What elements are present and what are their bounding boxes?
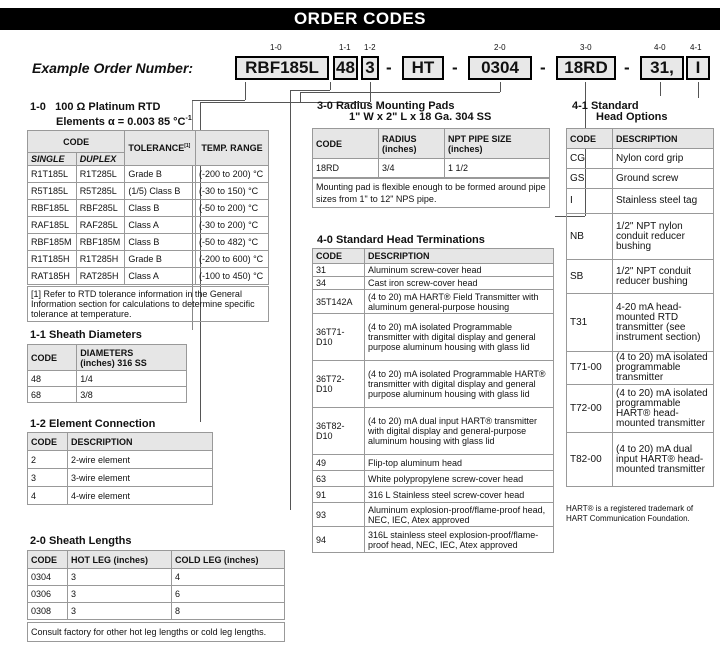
col-diameters: DIAMETERS (inches) 316 SS: [77, 345, 187, 371]
table-cell: (4 to 20) mA dual input HART® transmitter with digital display and general-purpose aluminum housing with glass lid: [365, 408, 554, 455]
pos-label: 1-1: [339, 43, 351, 52]
table-row: [28, 469, 213, 487]
table-cell: RAT185H: [28, 268, 77, 285]
table-cell: (4 to 20) mA HART® Field Transmitter with aluminum general-purpose housing: [365, 290, 554, 314]
table-row: [313, 527, 554, 553]
table-row: [28, 268, 269, 285]
pos-label: 4-1: [690, 43, 702, 52]
table-row: [28, 387, 187, 403]
col-code: CODE: [28, 345, 77, 371]
col-tolerance: TOLERANCE[1]: [125, 131, 196, 166]
col-npt: NPT PIPE SIZE (inches): [445, 129, 550, 159]
table-cell: GS: [567, 169, 613, 189]
pos-label: 1-2: [364, 43, 376, 52]
table-cell: R1T185H: [28, 251, 77, 268]
table-cell: Ground screw: [613, 169, 714, 189]
table-cell: Aluminum screw-cover head: [365, 264, 554, 277]
table-cell: 3/4: [379, 159, 445, 178]
table-cell: RBF185M: [28, 234, 77, 251]
connector-line: [300, 92, 500, 93]
table-row: [28, 569, 285, 586]
col-code: CODE: [28, 131, 125, 153]
col-code: CODE: [28, 433, 68, 451]
table-cell: 91: [313, 487, 365, 503]
order-dash: -: [624, 58, 630, 77]
table-cell: RBF185M: [76, 234, 125, 251]
table-cell: (4 to 20) mA isolated programmable transmitter: [613, 352, 714, 385]
order-part-option: I: [686, 56, 710, 80]
table-cell: (4 to 20) mA isolated programmable HART® head-mounted transmitter: [613, 385, 714, 433]
table-cell: (-50 to 200) °C: [196, 200, 269, 217]
table-cell: Class B: [125, 234, 196, 251]
rtd-elements-table: [27, 130, 269, 285]
hart-footnote: HART® is a registered trademark of HART Communication Foundation.: [566, 504, 694, 523]
col-radius: RADIUS (inches): [379, 129, 445, 159]
table-cell: 35T142A: [313, 290, 365, 314]
table-row: [28, 234, 269, 251]
connector-line: [300, 92, 301, 102]
table-row: [567, 189, 714, 214]
table-cell: (-50 to 482) °C: [196, 234, 269, 251]
table-cell: R1T285L: [76, 166, 125, 183]
order-dash: -: [386, 58, 392, 77]
table-cell: T72-00: [567, 385, 613, 433]
connector-line: [500, 82, 501, 92]
table-cell: 94: [313, 527, 365, 553]
pos-label: 1-0: [270, 43, 282, 52]
table-row: [28, 451, 213, 469]
table-row: [28, 166, 269, 183]
connector-line: [290, 90, 291, 510]
table-row: [313, 408, 554, 455]
table-cell: RBF185L: [28, 200, 77, 217]
section-2-0-heading: 2-0 Sheath Lengths: [30, 535, 132, 547]
table-cell: Grade B: [125, 166, 196, 183]
table-cell: 3: [68, 586, 172, 603]
table-cell: CG: [567, 149, 613, 169]
table-row: [313, 314, 554, 361]
table-cell: 4-wire element: [68, 487, 213, 505]
table-cell: Grade B: [125, 251, 196, 268]
col-code: CODE: [313, 249, 365, 264]
table-cell: (4 to 20) mA isolated Programmable transmitter with digital display and general purpose aluminum housing with glass lid: [365, 314, 554, 361]
table-cell: 0304: [28, 569, 68, 586]
table-cell: 34: [313, 277, 365, 290]
table-row: [28, 371, 187, 387]
section-3-0-heading: 3-0 Radius Mounting Pads 1" W x 2" L x 18 Ga. 304 SS: [317, 100, 492, 123]
table-cell: 3-wire element: [68, 469, 213, 487]
col-hot-leg: HOT LEG (inches): [68, 551, 172, 569]
table-cell: 93: [313, 503, 365, 527]
table-cell: Class A: [125, 268, 196, 285]
table-row: [28, 603, 285, 620]
head-terminations-table: [312, 248, 554, 553]
heading-line2: Elements α = 0.003 85 °C: [56, 115, 186, 128]
head-options-table: [566, 128, 714, 487]
page-title: ORDER CODES: [0, 8, 720, 30]
table-cell: (-30 to 200) °C: [196, 217, 269, 234]
table-cell: 36T72-D10: [313, 361, 365, 408]
table-cell: (4 to 20) mA isolated Programmable HART® transmitter with digital display and general purpose aluminum housing with glass lid: [365, 361, 554, 408]
table-cell: 68: [28, 387, 77, 403]
table-row: [313, 264, 554, 277]
table-row: [313, 487, 554, 503]
table-row: [567, 149, 714, 169]
table-cell: 0308: [28, 603, 68, 620]
table-cell: 2-wire element: [68, 451, 213, 469]
sheath-lengths-table: [27, 550, 285, 620]
section-1-1-heading: 1-1 Sheath Diameters: [30, 329, 142, 341]
col-description: DESCRIPTION: [68, 433, 213, 451]
table-cell: 4-20 mA head-mounted RTD transmitter (see instrument section): [613, 294, 714, 352]
table-row: [313, 361, 554, 408]
table-cell: 0306: [28, 586, 68, 603]
col-code: CODE: [28, 551, 68, 569]
table-cell: 4: [28, 487, 68, 505]
heading-sup: -1: [185, 115, 192, 122]
rtd-note: [1] Refer to RTD tolerance information in the General Information section for calculations to determine specific tolerance at temperature.: [27, 286, 269, 322]
pos-label: 3-0: [580, 43, 592, 52]
col-description: DESCRIPTION: [613, 129, 714, 149]
order-dash: -: [540, 58, 546, 77]
table-cell: RAT285H: [76, 268, 125, 285]
table-cell: 1/2" NPT conduit reducer bushing: [613, 260, 714, 294]
table-row: [567, 214, 714, 260]
table-row: [313, 471, 554, 487]
table-cell: RAF285L: [76, 217, 125, 234]
table-row: [28, 586, 285, 603]
table-cell: 3: [68, 603, 172, 620]
table-cell: Aluminum explosion-proof/flame-proof head, NEC, IEC, Atex approved: [365, 503, 554, 527]
table-row: [313, 159, 550, 178]
section-number: 1-0: [30, 101, 46, 113]
table-cell: (-200 to 600) °C: [196, 251, 269, 268]
mounting-pads-table: [312, 128, 550, 178]
table-cell: Cast iron screw-cover head: [365, 277, 554, 290]
order-part-diameter: 48: [333, 56, 358, 80]
heading-line1: 100 Ω Platinum RTD: [55, 101, 161, 113]
pos-label: 2-0: [494, 43, 506, 52]
order-part-head: HT: [402, 56, 444, 80]
table-row: [567, 294, 714, 352]
table-cell: T82-00: [567, 433, 613, 487]
connector-line: [660, 82, 661, 96]
table-cell: T31: [567, 294, 613, 352]
table-cell: SB: [567, 260, 613, 294]
table-row: [28, 200, 269, 217]
sheath-diameter-table: [27, 344, 187, 403]
table-cell: 49: [313, 455, 365, 471]
table-cell: (1/5) Class B: [125, 183, 196, 200]
mounting-pads-note: Mounting pad is flexible enough to be formed around pipe sizes from 1" to 12" NPS pipe.: [312, 178, 550, 208]
col-code: CODE: [567, 129, 613, 149]
table-cell: 8: [172, 603, 285, 620]
table-cell: (-100 to 450) °C: [196, 268, 269, 285]
col-code: CODE: [313, 129, 379, 159]
table-cell: 18RD: [313, 159, 379, 178]
table-cell: 1/4: [77, 371, 187, 387]
table-cell: 63: [313, 471, 365, 487]
table-cell: 1/2" NPT nylon conduit reducer bushing: [613, 214, 714, 260]
col-cold-leg: COLD LEG (inches): [172, 551, 285, 569]
table-cell: Stainless steel tag: [613, 189, 714, 214]
table-cell: R1T185L: [28, 166, 77, 183]
table-cell: R5T185L: [28, 183, 77, 200]
table-cell: Class A: [125, 217, 196, 234]
table-row: [28, 183, 269, 200]
col-single: SINGLE: [28, 153, 77, 166]
table-row: [313, 277, 554, 290]
table-cell: 316L stainless steel explosion-proof/flame-proof head, NEC, IEC, Atex approved: [365, 527, 554, 553]
table-cell: 3: [28, 469, 68, 487]
table-cell: 3: [68, 569, 172, 586]
col-duplex: DUPLEX: [76, 153, 125, 166]
table-cell: NB: [567, 214, 613, 260]
section-4-1-heading: 4-1 Standard Head Options: [572, 100, 668, 123]
table-cell: RBF285L: [76, 200, 125, 217]
table-row: [313, 455, 554, 471]
table-cell: Flip-top aluminum head: [365, 455, 554, 471]
tol-sup: [1]: [184, 143, 191, 149]
sheath-lengths-note: Consult factory for other hot leg lengths or cold leg lengths.: [27, 622, 285, 642]
table-row: [313, 290, 554, 314]
connector-line: [330, 82, 331, 90]
table-cell: 36T82-D10: [313, 408, 365, 455]
element-connection-table: [27, 432, 213, 505]
col-range: TEMP. RANGE: [196, 131, 269, 166]
table-row: [28, 217, 269, 234]
section-1-2-heading: 1-2 Element Connection: [30, 418, 156, 430]
table-cell: I: [567, 189, 613, 214]
connector-line: [192, 100, 245, 101]
table-cell: T71-00: [567, 352, 613, 385]
order-dash: -: [452, 58, 458, 77]
table-row: [567, 169, 714, 189]
table-cell: 31: [313, 264, 365, 277]
table-row: [28, 251, 269, 268]
section-4-0-heading: 4-0 Standard Head Terminations: [317, 234, 485, 246]
table-cell: (4 to 20) mA dual input HART® head-mounted transmitter: [613, 433, 714, 487]
section-1-0-heading: [30, 102, 192, 128]
table-cell: RAF185L: [28, 217, 77, 234]
table-cell: 1 1/2: [445, 159, 550, 178]
table-cell: White polypropylene screw-cover head: [365, 471, 554, 487]
page-mark: [706, 0, 716, 3]
table-cell: 6: [172, 586, 285, 603]
table-row: [567, 260, 714, 294]
pos-label: 4-0: [654, 43, 666, 52]
order-part-length: 0304: [468, 56, 532, 80]
table-cell: R5T285L: [76, 183, 125, 200]
table-cell: 3/8: [77, 387, 187, 403]
connector-line: [290, 90, 330, 91]
table-row: [567, 433, 714, 487]
table-row: [567, 385, 714, 433]
order-part-pad: 18RD: [556, 56, 616, 80]
order-part-connection: 3: [361, 56, 379, 80]
table-cell: 2: [28, 451, 68, 469]
col-description: DESCRIPTION: [365, 249, 554, 264]
table-cell: 4: [172, 569, 285, 586]
table-cell: 36T71-D10: [313, 314, 365, 361]
order-part-termination: 31,: [640, 56, 684, 80]
table-cell: 48: [28, 371, 77, 387]
table-cell: Nylon cord grip: [613, 149, 714, 169]
connector-line: [698, 82, 699, 98]
table-cell: (-30 to 150) °C: [196, 183, 269, 200]
table-cell: (-200 to 200) °C: [196, 166, 269, 183]
table-cell: 316 L Stainless steel screw-cover head: [365, 487, 554, 503]
example-label: Example Order Number:: [32, 60, 194, 76]
table-row: [313, 503, 554, 527]
table-cell: Class B: [125, 200, 196, 217]
connector-line: [245, 82, 246, 100]
table-row: [567, 352, 714, 385]
table-row: [28, 487, 213, 505]
order-part-element: RBF185L: [235, 56, 329, 80]
table-cell: R1T285H: [76, 251, 125, 268]
